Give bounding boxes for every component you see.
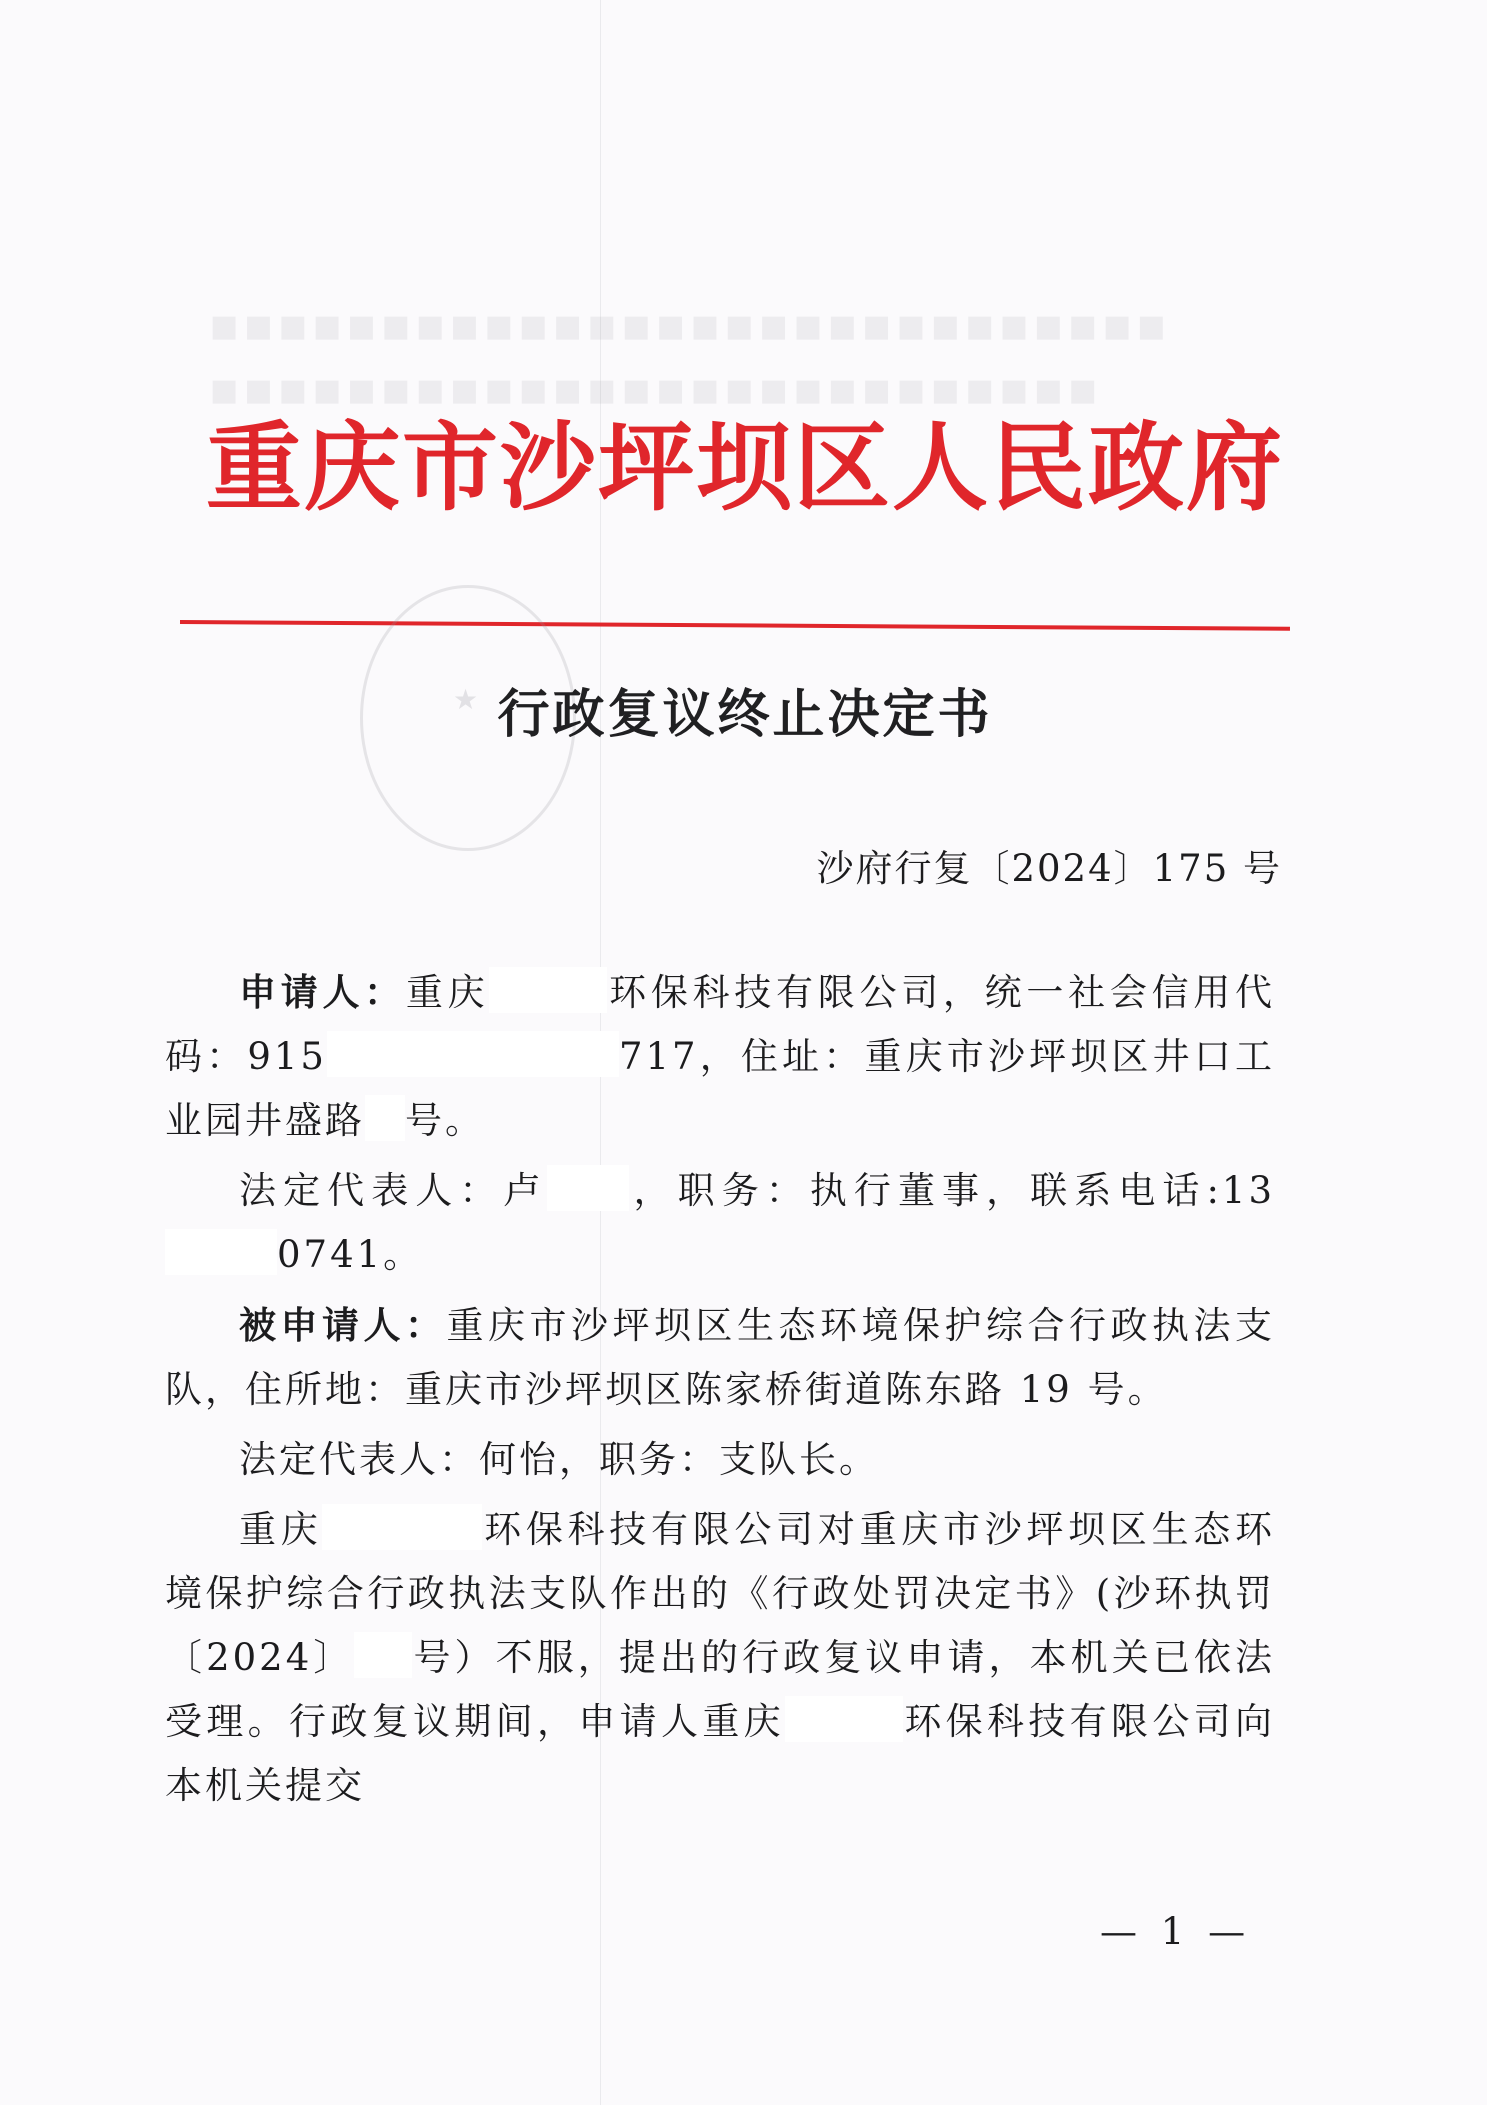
respondent-rep-text: 法定代表人：何怡，职务：支队长。 — [239, 1438, 879, 1481]
applicant-text-2: 环保科技有限公司，统一社会信用代码：915 — [165, 971, 1276, 1078]
respondent-label: 被申请人： — [239, 1303, 447, 1347]
applicant-rep-text-1: 法定代表人：卢 — [239, 1169, 548, 1212]
applicant-text-4: 号。 — [405, 1099, 485, 1142]
document-body — [165, 960, 1275, 1824]
redaction-box — [327, 1031, 619, 1077]
applicant-rep-paragraph — [165, 1159, 1275, 1287]
respondent-rep-paragraph — [165, 1428, 1275, 1492]
red-separator-line — [180, 620, 1290, 631]
redaction-box — [547, 1165, 629, 1211]
bleed-through-text: ■■■■■■■■■■■■■■■■■■■■■■■■■■■■ ■■■■■■■■■■■■■■■■■■■■■■■■■■ — [210, 309, 1172, 408]
redaction-box — [365, 1095, 405, 1141]
redaction-box — [489, 967, 607, 1013]
redaction-box — [785, 1696, 903, 1742]
applicant-text-3: 717，住址：重庆市沙坪坝区井口工业园井盛路 — [165, 1035, 1275, 1142]
narrative-text-1: 重庆 — [239, 1508, 323, 1551]
redaction-box — [165, 1229, 277, 1275]
document-title: 行政复议终止决定书 — [497, 684, 993, 745]
seal-star-icon: ★ — [453, 683, 479, 716]
respondent-text: 重庆市沙坪坝区生态环境保护综合行政执法支队，住所地：重庆市沙坪坝区陈家桥街道陈东路 19 号。 — [165, 1304, 1275, 1411]
redaction-box — [322, 1504, 482, 1550]
applicant-rep-text-2: ，职务：执行董事，联系电话:13 — [629, 1169, 1275, 1212]
document-number: 沙府行复〔2024〕175 号 — [816, 847, 1282, 890]
applicant-label: 申请人： — [239, 970, 406, 1014]
narrative-paragraph — [165, 1498, 1275, 1818]
respondent-paragraph — [165, 1293, 1275, 1422]
issuing-authority-title: 重庆市沙坪坝区人民政府 — [206, 411, 1284, 524]
applicant-text-1: 重庆 — [405, 971, 490, 1014]
narrative-text-4: 环保科技有限公司向本机关提交 — [165, 1700, 1275, 1807]
applicant-rep-text-3: 0741。 — [277, 1233, 424, 1276]
narrative-text-3: 号）不服，提出的行政复议申请，本机关已依法受理。行政复议期间，申请人重庆 — [165, 1636, 1275, 1743]
applicant-paragraph — [165, 960, 1275, 1153]
redaction-box — [354, 1632, 412, 1678]
narrative-text-2: 环保科技有限公司对重庆市沙坪坝区生态环境保护综合行政执法支队作出的《行政处罚决定书》(沙环执罚〔2024〕 — [165, 1508, 1276, 1679]
page-number: — 1 — — [1100, 1910, 1252, 1953]
